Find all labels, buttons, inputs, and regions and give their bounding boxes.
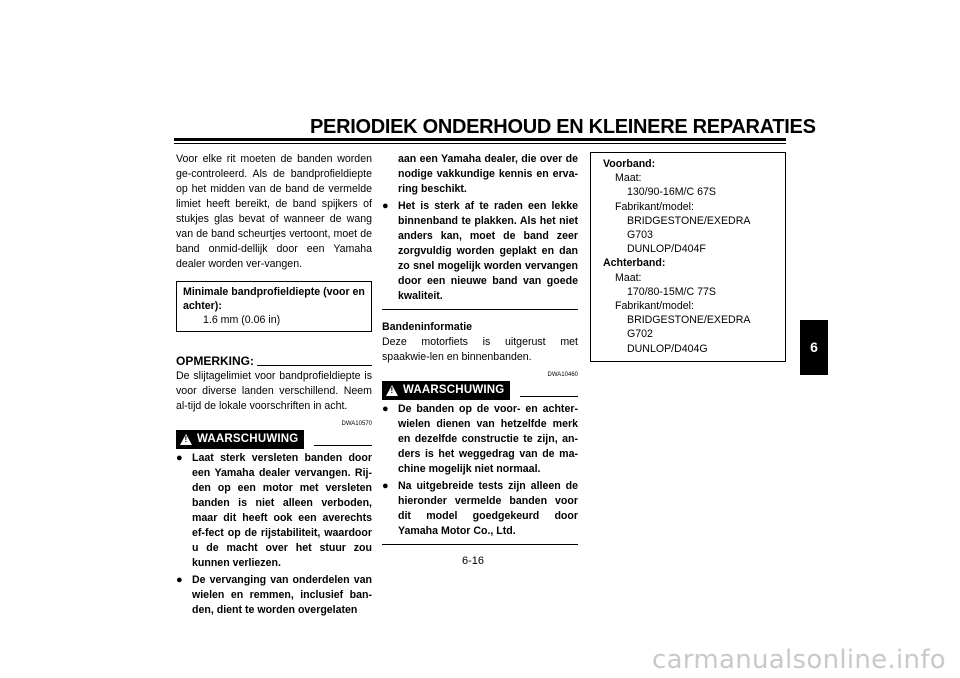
bullet-text: De banden op de voor- en achter-wielen dienen van hetzelfde merk en dezelfde constructie te zijn, an-ders is het weggedrag van de ma-chine mogelijk niet normaal. xyxy=(398,403,578,475)
note-text: De slijtagelimiet voor bandprofieldiepte is voor diverse landen verschillend. Neem al-tijd de lokale voorschriften in acht. xyxy=(176,370,372,412)
note-heading xyxy=(176,354,372,369)
bullet-text: Na uitgebreide tests zijn alleen de hieronder vermelde banden voor dit model goedgekeurd door Yamaha Motor Co., Ltd. xyxy=(398,480,578,537)
size-label: Maat: xyxy=(615,271,642,284)
front-tyre-size: 130/90-16M/C 67S xyxy=(627,186,716,199)
bullet-icon: ● xyxy=(176,452,183,464)
front-tyre-model: BRIDGESTONE/EXEDRA G703 xyxy=(627,214,750,242)
warning-bullet xyxy=(382,402,578,477)
spec-value: 1.6 mm (0.06 in) xyxy=(203,314,281,326)
warning-bullet xyxy=(382,199,578,304)
bullet-icon: ● xyxy=(382,480,389,492)
note-rule xyxy=(257,365,372,366)
warning-end-rule xyxy=(382,309,578,310)
bullet-icon: ● xyxy=(382,403,389,415)
rear-tyre-label: Achterband: xyxy=(603,257,666,270)
section-text: Deze motorfiets is uitgerust met spaakwie-len en binnenbanden. xyxy=(382,336,578,363)
bullet-continuation: aan een Yamaha dealer, die over de nodige vakkundige kennis en erva-ring beschikt. xyxy=(398,153,578,195)
header-rule-thin xyxy=(174,143,786,144)
page-number: 6-16 xyxy=(462,555,485,567)
bullet-icon: ● xyxy=(176,574,183,586)
header-rule xyxy=(174,138,786,141)
bullet-text: De vervanging van onderdelen van wielen en remmen, inclusief ban-den, dient te worden overgelaten xyxy=(192,574,372,616)
warning-rule xyxy=(520,396,578,397)
warning-rule xyxy=(314,445,372,446)
front-tyre-model: DUNLOP/D404F xyxy=(627,243,706,256)
warning-code: DWA10570 xyxy=(341,421,372,427)
rear-tyre-size: 170/80-15M/C 77S xyxy=(627,285,716,298)
rear-tyre-model: BRIDGESTONE/EXEDRA G702 xyxy=(627,314,750,341)
maker-label: Fabrikant/model: xyxy=(615,300,694,313)
warning-badge xyxy=(382,381,510,400)
tread-depth-spec-box xyxy=(176,281,372,332)
front-tyre-label: Voorband: xyxy=(603,158,656,170)
section-title: Bandeninformatie xyxy=(382,321,473,333)
warning-triangle-icon: ! xyxy=(386,385,398,396)
warning-code: DWA10460 xyxy=(547,372,578,378)
chapter-tab: 6 xyxy=(800,320,828,375)
bullet-text: Het is sterk af te raden een lekke binnenband te plakken. Als het niet anders kan, moet de band zeer zorgvuldig worden geplakt en dan zo snel mogelijk worden vervangen door een nieuwe band van goede kwaliteit. xyxy=(398,200,578,302)
maker-label: Fabrikant/model: xyxy=(615,200,694,213)
warning-triangle-icon: ! xyxy=(180,434,192,445)
warning-heading xyxy=(382,381,578,400)
warning-badge xyxy=(176,430,304,449)
warning-label: WAARSCHUWING xyxy=(197,433,299,445)
warning-label: WAARSCHUWING xyxy=(403,384,505,396)
note-label: OPMERKING: xyxy=(176,354,254,368)
tyre-spec-box xyxy=(590,152,786,362)
column-middle xyxy=(382,152,578,545)
watermark: carmanualsonline.info xyxy=(651,645,946,675)
column-right xyxy=(590,152,786,362)
spec-label: Minimale bandprofieldiepte (voor en achter): xyxy=(183,286,365,312)
warning-bullet xyxy=(382,479,578,539)
warning-end-rule xyxy=(382,544,578,545)
bullet-icon: ● xyxy=(382,200,389,212)
bullet-text: Laat sterk versleten banden door een Yamaha dealer vervangen. Rij-den op een motor met versleten banden is niet alleen verboden, maar dit heeft ook een averechts ef-fect op de rijstabiliteit, waardoor u de macht over het stuur zou kunnen verliezen. xyxy=(192,452,372,569)
warning-bullet xyxy=(176,573,372,618)
size-label: Maat: xyxy=(615,172,642,185)
warning-heading xyxy=(176,430,372,449)
warning-bullet xyxy=(176,451,372,571)
page-header-title: PERIODIEK ONDERHOUD EN KLEINERE REPARATIES xyxy=(310,116,816,138)
column-left xyxy=(176,152,372,618)
rear-tyre-model: DUNLOP/D404G xyxy=(627,342,708,355)
intro-paragraph: Voor elke rit moeten de banden worden ge-controleerd. Als de bandprofieldiepte op het midden van de band de vermelde limiet heeft bereikt, de band spijkers of stukjes glas bevat of wanneer de wang van de band scheurtjes vertoont, moet de band onmid-dellijk door een Yamaha dealer worden ver-vangen. xyxy=(176,153,372,270)
